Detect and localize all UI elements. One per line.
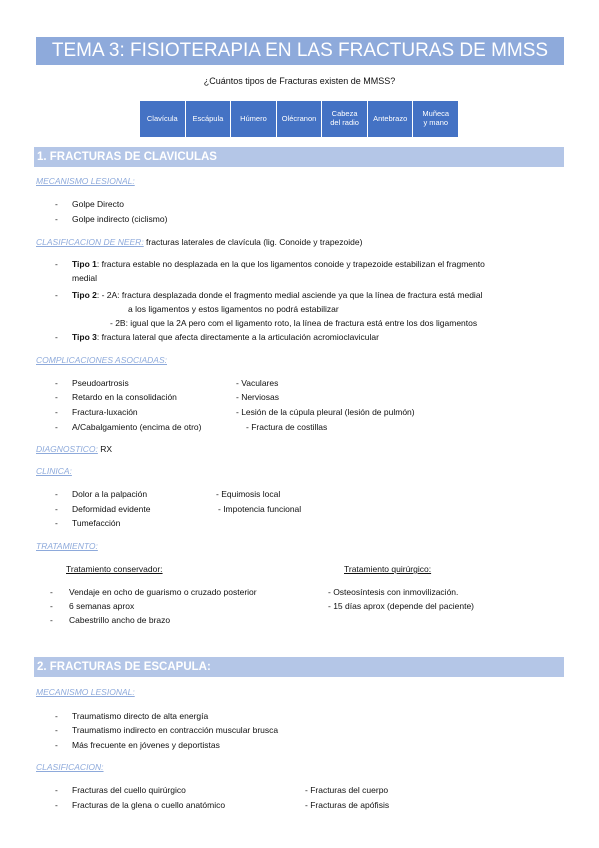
list-item-right: - Fractura de costillas bbox=[246, 422, 328, 432]
neer-text: fracturas laterales de clavícula (lig. Conoide y trapezoide) bbox=[143, 237, 363, 247]
question-text: ¿Cuántos tipos de Fracturas existen de MMSS? bbox=[203, 76, 396, 86]
list-item-right: - Osteosíntesis con inmovilización. bbox=[328, 587, 459, 597]
tipo-text: : fractura lateral que afecta directamente a la articulación acromioclavicular bbox=[96, 332, 379, 342]
fracture-type-cell: Escápula bbox=[186, 101, 232, 137]
tratamiento-quirurgico-heading: Tratamiento quirúrgico: bbox=[344, 564, 432, 574]
bullet-dash: - bbox=[55, 725, 58, 735]
subheading-mecanismo: MECANISMO LESIONAL: bbox=[36, 176, 135, 186]
list-item-continuation: a los ligamentos y estos ligamentos no podrá estabilizar bbox=[128, 304, 339, 314]
fracture-type-cell: Muñeca y mano bbox=[413, 101, 458, 137]
list-item-right: - Vaculares bbox=[236, 378, 279, 388]
list-item: Traumatismo directo de alta energía bbox=[72, 711, 209, 721]
bullet-dash: - bbox=[55, 504, 58, 514]
bullet-dash: - bbox=[55, 489, 58, 499]
bullet-dash: - bbox=[55, 214, 58, 224]
list-item-right: - Equimosis local bbox=[216, 489, 281, 499]
bullet-dash: - bbox=[50, 587, 53, 597]
fracture-type-cell: Cabeza del radio bbox=[322, 101, 368, 137]
list-item: Tumefacción bbox=[72, 518, 121, 528]
tipo-label: Tipo 1 bbox=[72, 259, 97, 269]
bullet-dash: - bbox=[55, 378, 58, 388]
bullet-dash: - bbox=[55, 332, 58, 342]
list-item bbox=[72, 290, 482, 300]
fracture-type-cell: Antebrazo bbox=[368, 101, 414, 137]
list-item: Vendaje en ocho de guarismo o cruzado posterior bbox=[69, 587, 257, 597]
tipo-label: Tipo 2 bbox=[72, 290, 97, 300]
section-heading: 2. FRACTURAS DE ESCAPULA: bbox=[34, 657, 564, 677]
list-item-right: - Impotencia funcional bbox=[218, 504, 302, 514]
list-item: Golpe indirecto (ciclismo) bbox=[72, 214, 168, 224]
list-item-continuation: medial bbox=[72, 273, 98, 283]
bullet-dash: - bbox=[55, 199, 58, 209]
list-item: Fractura-luxación bbox=[72, 407, 138, 417]
list-item-right: - Lesión de la cúpula pleural (lesión de pulmón) bbox=[236, 407, 415, 417]
list-item-right: - Nerviosas bbox=[236, 392, 279, 402]
bullet-dash: - bbox=[55, 518, 58, 528]
list-item-right: - Fracturas de apófisis bbox=[305, 800, 390, 810]
bullet-dash: - bbox=[55, 290, 58, 300]
list-item: 6 semanas aprox bbox=[69, 601, 135, 611]
bullet-dash: - bbox=[55, 711, 58, 721]
neer-line bbox=[36, 237, 362, 247]
bullet-dash: - bbox=[55, 785, 58, 795]
bullet-dash: - bbox=[55, 392, 58, 402]
subheading-tratamiento: TRATAMIENTO: bbox=[36, 541, 98, 551]
bullet-dash: - bbox=[55, 407, 58, 417]
tratamiento-conservador-heading: Tratamiento conservador: bbox=[66, 564, 163, 574]
subheading-clinica: CLINICA: bbox=[36, 466, 72, 476]
bullet-dash: - bbox=[55, 800, 58, 810]
fracture-types-table bbox=[140, 101, 458, 137]
subheading-diagnostico: DIAGNOSTICO: bbox=[36, 444, 98, 454]
tipo-text: : fractura estable no desplazada en la que los ligamentos conoide y trapezoide estabilizan el fragmento bbox=[96, 259, 485, 269]
subheading-neer: CLASIFICACION DE NEER: bbox=[36, 237, 144, 247]
list-item-continuation: - 2B: igual que la 2A pero com el ligamento roto, la línea de fractura está entre los dos ligamentos bbox=[110, 318, 478, 328]
subheading-clasificacion: CLASIFICACION: bbox=[36, 762, 104, 772]
subheading-complicaciones: COMPLICACIONES ASOCIADAS: bbox=[36, 355, 167, 365]
list-item: Dolor a la palpación bbox=[72, 489, 148, 499]
tipo-text: : - 2A: fractura desplazada donde el fragmento medial asciende ya que la línea de fractura está medial bbox=[96, 290, 483, 300]
list-item: Deformidad evidente bbox=[72, 504, 151, 514]
list-item: Traumatismo indirecto en contracción muscular brusca bbox=[72, 725, 279, 735]
list-item: Más frecuente en jóvenes y deportistas bbox=[72, 740, 220, 750]
list-item: Pseudoartrosis bbox=[72, 378, 129, 388]
list-item: Golpe Directo bbox=[72, 199, 124, 209]
bullet-dash: - bbox=[55, 422, 58, 432]
subheading-mecanismo: MECANISMO LESIONAL: bbox=[36, 687, 135, 697]
document-title: TEMA 3: FISIOTERAPIA EN LAS FRACTURAS DE MMSS bbox=[36, 37, 564, 65]
list-item bbox=[72, 259, 485, 269]
fracture-type-cell: Húmero bbox=[231, 101, 277, 137]
list-item: Fracturas del cuello quirúrgico bbox=[72, 785, 186, 795]
bullet-dash: - bbox=[50, 615, 53, 625]
list-item: A/Cabalgamiento (encima de otro) bbox=[72, 422, 202, 432]
list-item: Retardo en la consolidación bbox=[72, 392, 177, 402]
section-heading: 1. FRACTURAS DE CLAVICULAS bbox=[34, 147, 564, 167]
bullet-dash: - bbox=[50, 601, 53, 611]
fracture-type-cell: Clavícula bbox=[140, 101, 186, 137]
tipo-label: Tipo 3 bbox=[72, 332, 97, 342]
list-item: Fracturas de la glena o cuello anatómico bbox=[72, 800, 226, 810]
list-item: Cabestrillo ancho de brazo bbox=[69, 615, 171, 625]
fracture-type-cell: Olécranon bbox=[277, 101, 323, 137]
diagnostico-line bbox=[36, 444, 112, 454]
diagnostico-text: RX bbox=[97, 444, 113, 454]
bullet-dash: - bbox=[55, 259, 58, 269]
bullet-dash: - bbox=[55, 740, 58, 750]
list-item-right: - 15 días aprox (depende del paciente) bbox=[328, 601, 475, 611]
list-item bbox=[72, 332, 379, 342]
list-item-right: - Fracturas del cuerpo bbox=[305, 785, 389, 795]
